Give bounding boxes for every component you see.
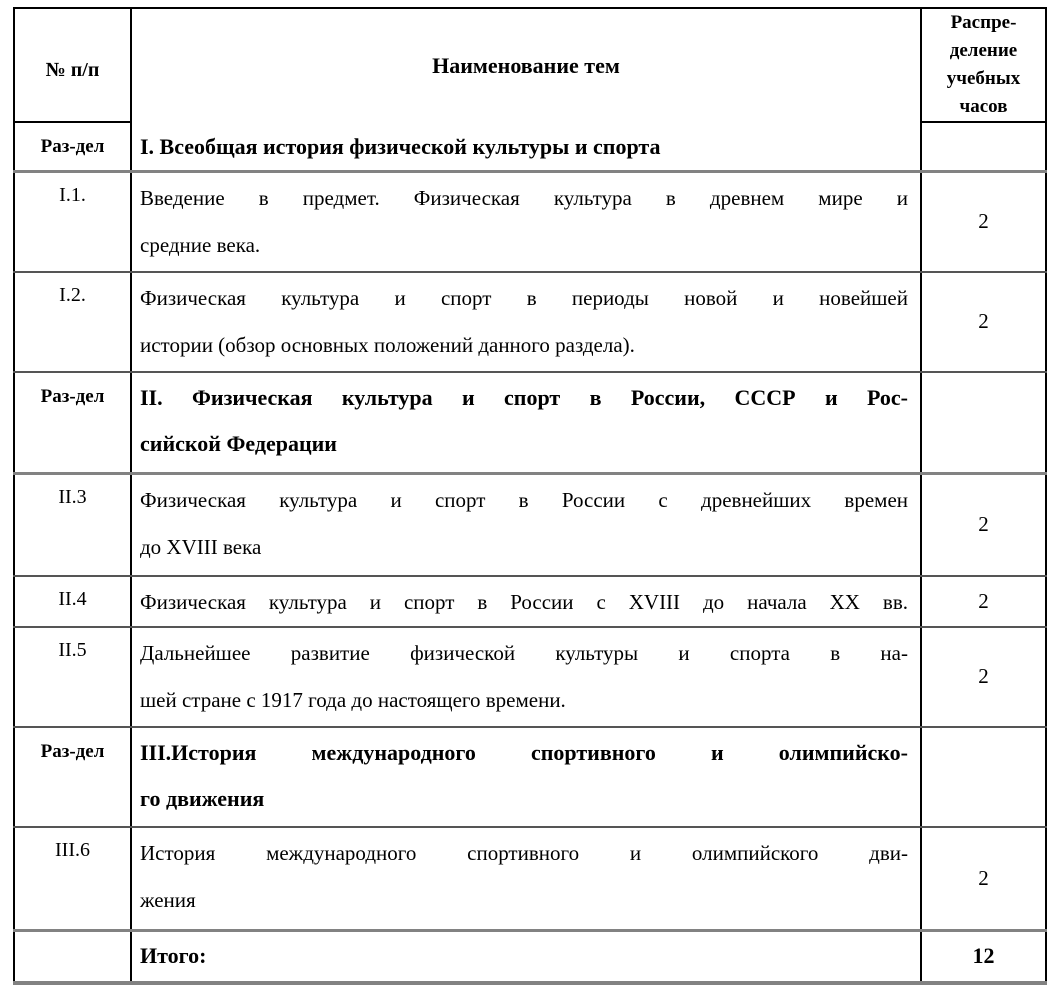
topic-title-line: Физическая культура и спорт в России с древнейших времен xyxy=(140,488,908,512)
header-hours-line: учебных xyxy=(946,68,1021,89)
topic-number: II.3 xyxy=(58,486,87,508)
row-number-cell xyxy=(14,931,131,983)
topic-number: I.1. xyxy=(59,184,86,206)
header-hours-line: Распре- xyxy=(950,12,1017,33)
section-title-line: II. Физическая культура и спорт в России, СССР и Рос- xyxy=(140,384,908,410)
hours-value: 2 xyxy=(978,588,989,613)
topic-title-line: Физическая культура и спорт в периоды новой и новейшей xyxy=(140,285,908,310)
topic-number: I.2. xyxy=(59,283,86,306)
row-title-cell xyxy=(131,727,921,827)
row-number-cell xyxy=(14,122,131,172)
table-row-topic-iii6 xyxy=(14,827,1046,931)
header-hours-cell xyxy=(921,8,1046,122)
header-hours-line: часов xyxy=(959,96,1008,117)
row-number-cell xyxy=(14,627,131,727)
row-number-cell xyxy=(14,372,131,474)
hours-value: 2 xyxy=(978,309,989,333)
section-label: Раз-дел xyxy=(40,385,105,407)
row-number-cell xyxy=(14,576,131,627)
row-title-cell xyxy=(131,372,921,474)
table-row-section-3 xyxy=(14,727,1046,827)
row-title-cell xyxy=(131,627,921,727)
row-hours-cell xyxy=(921,827,1046,931)
table-row-topic-i2 xyxy=(14,272,1046,372)
table-row-topic-ii3 xyxy=(14,474,1046,576)
header-topics-label: Наименование тем xyxy=(432,52,620,78)
table-row-topic-i1 xyxy=(14,172,1046,272)
header-number-label: № п/п xyxy=(45,58,100,81)
row-hours-cell xyxy=(921,372,1046,474)
topic-title-line: жения xyxy=(140,887,196,912)
row-hours-cell xyxy=(921,627,1046,727)
topic-number: II.4 xyxy=(58,587,87,610)
table-row-topic-ii4 xyxy=(14,576,1046,627)
table-row-topic-ii5 xyxy=(14,627,1046,727)
header-number-cell xyxy=(14,8,131,122)
curriculum-table xyxy=(13,7,1047,985)
row-title-cell xyxy=(131,272,921,372)
table-row-section-1 xyxy=(14,122,1046,172)
section-title: I. Всеобщая история физической культуры и спорта xyxy=(140,134,661,159)
row-hours-cell xyxy=(921,122,1046,172)
row-hours-cell xyxy=(921,272,1046,372)
topic-title-line: Физическая культура и спорт в России с XVIII до начала XX вв. xyxy=(140,589,908,614)
header-topics-cell xyxy=(131,8,921,122)
header-hours-line: деление xyxy=(949,40,1018,61)
row-hours-cell xyxy=(921,727,1046,827)
row-number-cell xyxy=(14,272,131,372)
row-title-cell xyxy=(131,122,921,172)
row-number-cell xyxy=(14,474,131,576)
total-label: Итого: xyxy=(140,943,207,969)
total-label-cell xyxy=(131,931,921,983)
hours-value: 2 xyxy=(978,209,989,234)
section-label: Раз-дел xyxy=(40,740,105,762)
table-header-row xyxy=(14,8,1046,122)
topic-number: II.5 xyxy=(58,638,87,661)
total-hours-cell xyxy=(921,931,1046,983)
topic-title-line: до XVIII века xyxy=(140,535,262,559)
hours-value: 2 xyxy=(978,664,989,688)
topic-title-line: Введение в предмет. Физическая культура в древнем мире и xyxy=(140,186,908,210)
topic-title-line: Дальнейшее развитие физической культуры и спорта в на- xyxy=(140,640,908,665)
section-title-line: го движения xyxy=(140,785,265,811)
row-hours-cell xyxy=(921,474,1046,576)
row-number-cell xyxy=(14,827,131,931)
section-label: Раз-дел xyxy=(40,136,105,157)
row-hours-cell xyxy=(921,172,1046,272)
row-title-cell xyxy=(131,827,921,931)
topic-title-line: истории (обзор основных положений данного раздела). xyxy=(140,332,635,357)
topic-title-line: История международного спортивного и олимпийского дви- xyxy=(140,840,908,865)
topic-number: III.6 xyxy=(55,838,90,861)
total-hours-value: 12 xyxy=(972,943,995,969)
row-title-cell xyxy=(131,474,921,576)
row-number-cell xyxy=(14,172,131,272)
table-row-total xyxy=(14,931,1046,983)
row-title-cell xyxy=(131,576,921,627)
section-title-line: сийской Федерации xyxy=(140,430,337,456)
table-row-section-2 xyxy=(14,372,1046,474)
row-number-cell xyxy=(14,727,131,827)
row-hours-cell xyxy=(921,576,1046,627)
row-title-cell xyxy=(131,172,921,272)
hours-value: 2 xyxy=(978,865,989,890)
hours-value: 2 xyxy=(978,512,989,537)
topic-title-line: средние века. xyxy=(140,233,261,257)
topic-title-line: шей стране с 1917 года до настоящего времени. xyxy=(140,687,566,712)
section-title-line: III.История международного спортивного и олимпийско- xyxy=(140,739,908,765)
